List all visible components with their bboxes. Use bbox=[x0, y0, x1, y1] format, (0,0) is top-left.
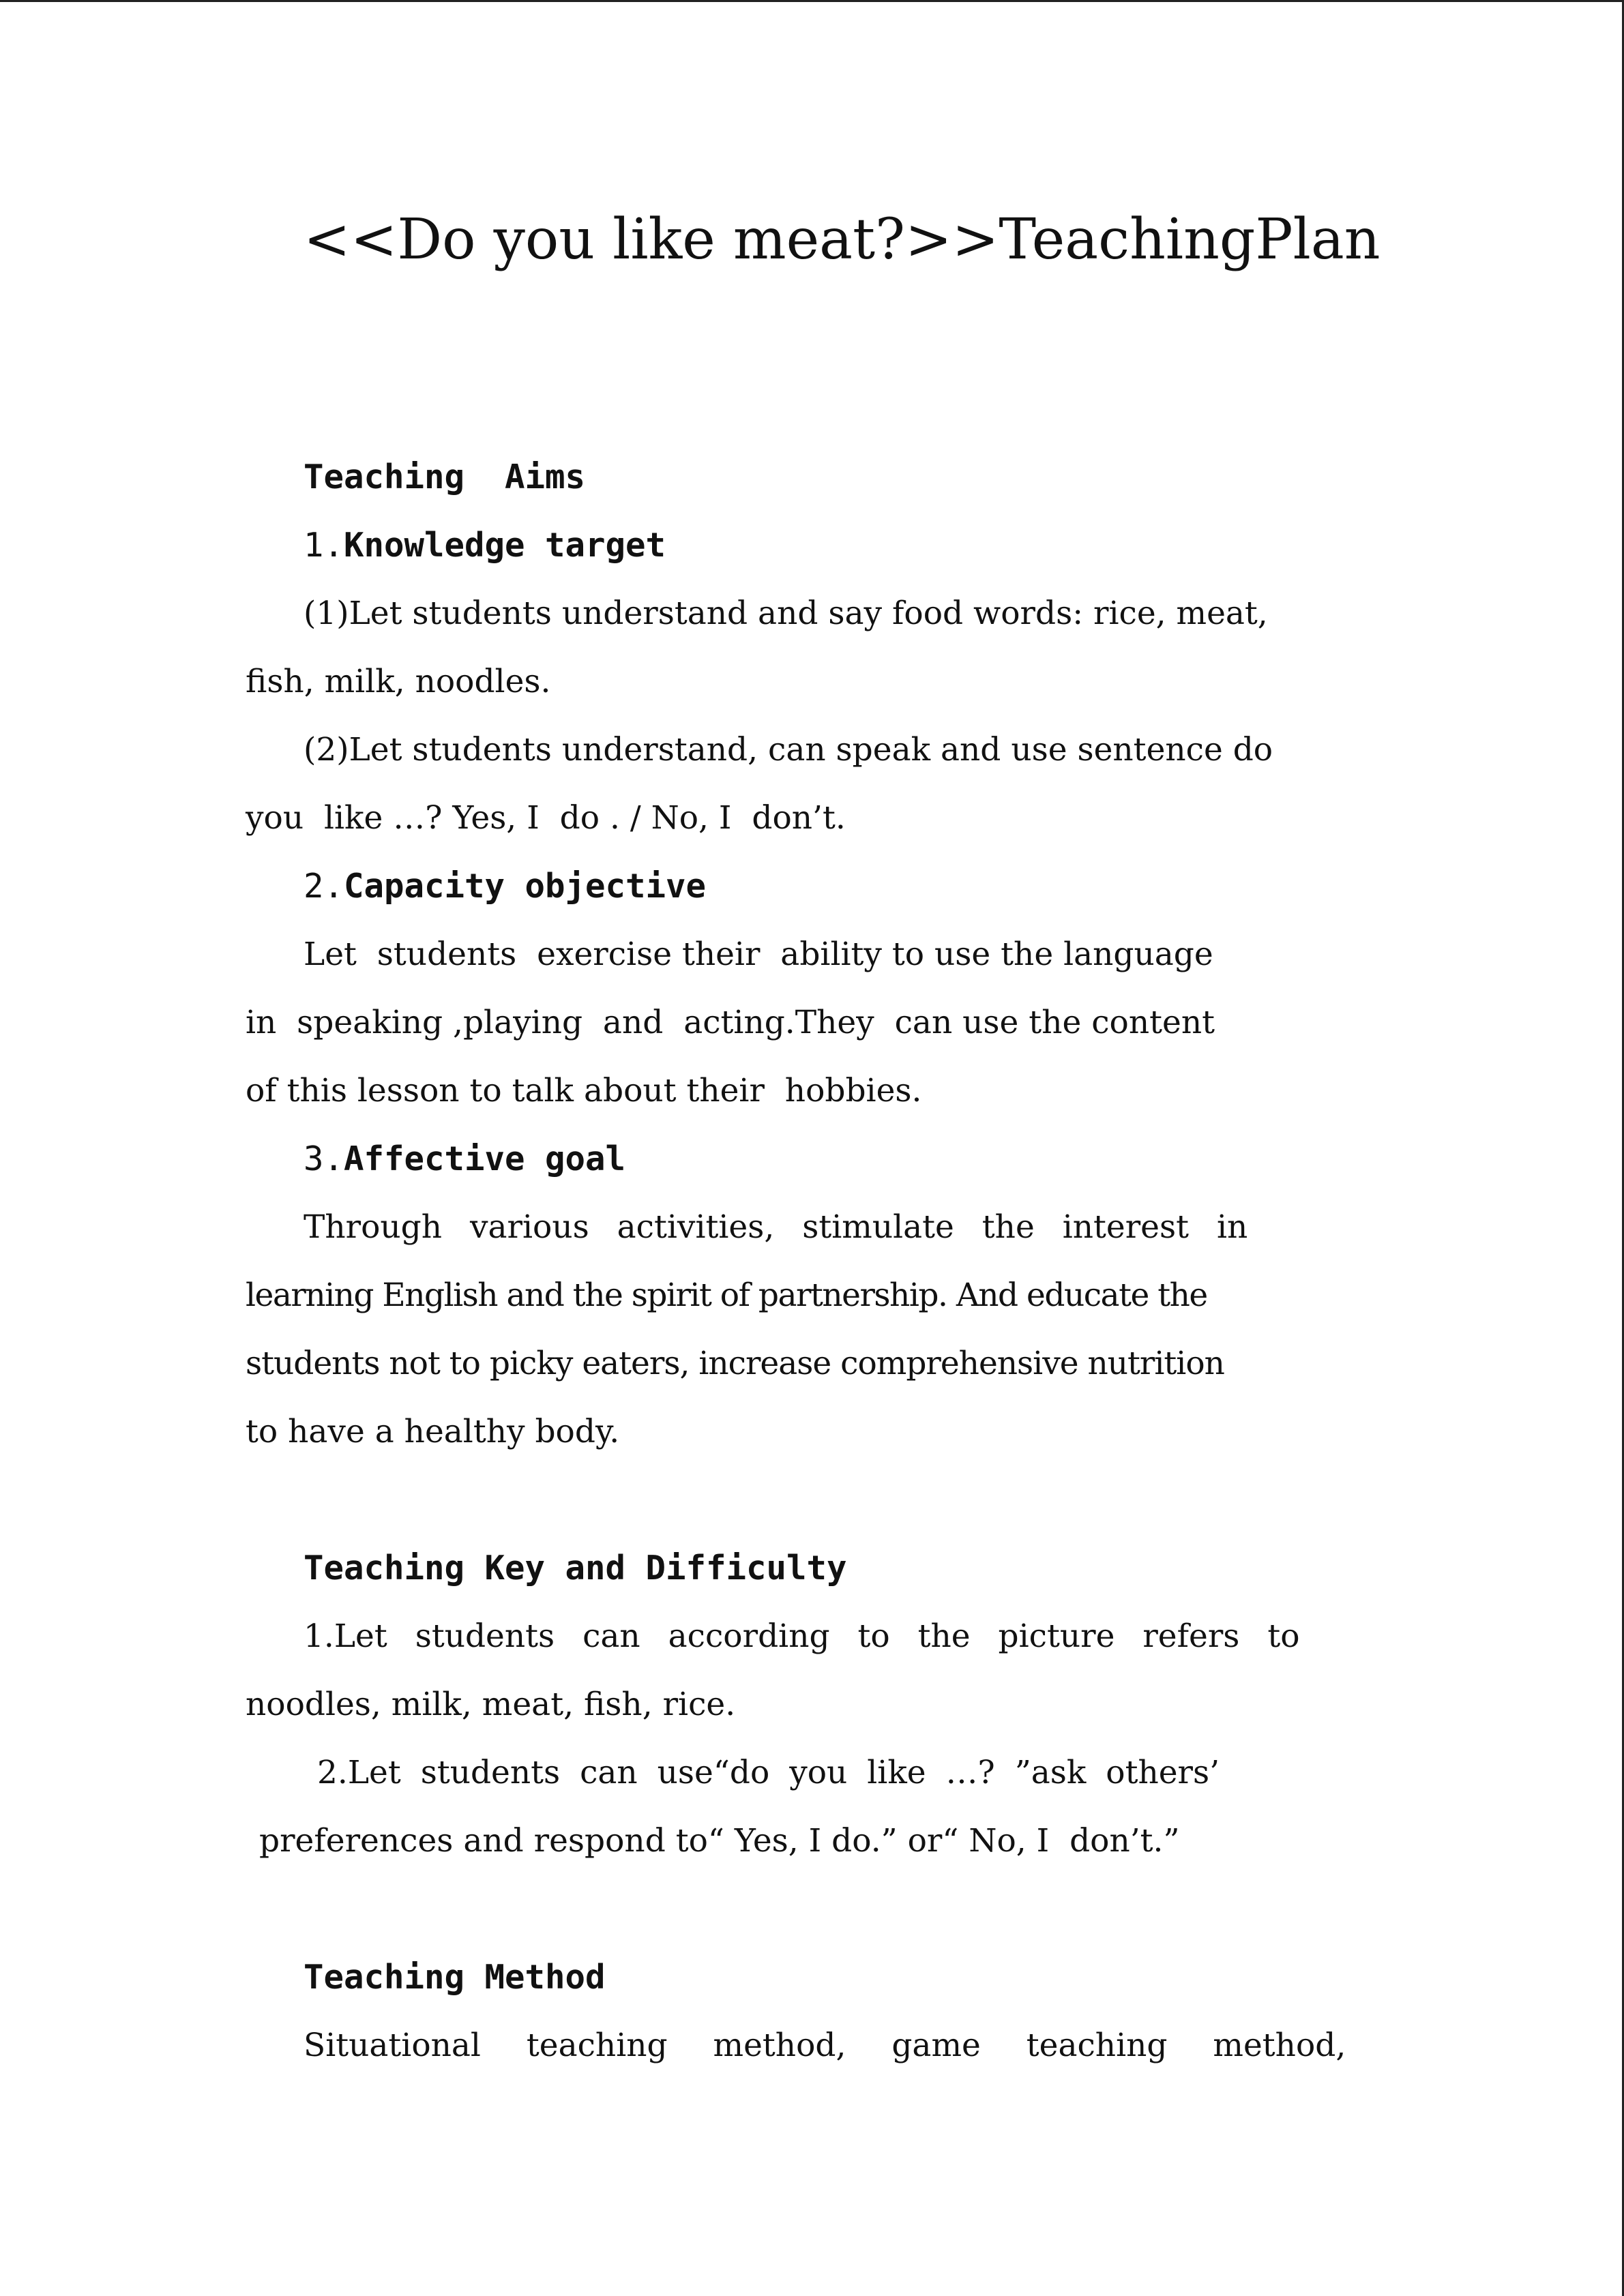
method-line1: Situational teaching method, game teaching method, bbox=[304, 2027, 1346, 2064]
title-lesson-name: <<Do you like meat?>> bbox=[304, 207, 999, 272]
capacity-objective-heading bbox=[304, 852, 706, 921]
affective-line2: learning English and the spirit of partnership. And educate the bbox=[246, 1277, 1207, 1314]
capacity-objective-label: Capacity objective bbox=[344, 867, 707, 906]
knowledge-p2-line1: (2)Let students understand, can speak and use sentence do bbox=[304, 731, 1273, 769]
capacity-objective-number: 2. bbox=[304, 867, 344, 906]
teaching-aims-heading: Teaching Aims bbox=[304, 458, 586, 496]
document-title bbox=[304, 199, 1379, 281]
affective-line4: to have a healthy body. bbox=[246, 1413, 620, 1450]
title-word-plan: Plan bbox=[1255, 207, 1381, 272]
teaching-key-heading: Teaching Key and Difficulty bbox=[304, 1549, 847, 1587]
key-p1-line1: 1.Let students can according to the picture refers to bbox=[304, 1617, 1300, 1655]
knowledge-p1-line1 bbox=[304, 580, 1379, 648]
knowledge-target-label: Knowledge target bbox=[344, 526, 666, 565]
key-p1-line2: noodles, milk, meat, fish, rice. bbox=[246, 1686, 736, 1723]
title-word-teaching: Teaching bbox=[999, 207, 1256, 272]
knowledge-p1-line2: fish, milk, noodles. bbox=[246, 663, 551, 700]
teaching-method-heading: Teaching Method bbox=[304, 1958, 606, 1997]
knowledge-p1-line1-text: (1)Let students understand and say food words: rice, meat, bbox=[304, 595, 1268, 632]
page-border-top bbox=[0, 0, 1624, 2]
affective-line1: Through various activities, stimulate the interest in bbox=[304, 1208, 1248, 1246]
affective-goal-heading bbox=[304, 1125, 625, 1193]
key-p2-line2: preferences and respond to“ Yes, I do.” or“ No, I don’t.” bbox=[259, 1822, 1180, 1860]
capacity-line3: of this lesson to talk about their hobbies. bbox=[246, 1072, 922, 1109]
affective-goal-number: 3. bbox=[304, 1139, 344, 1178]
affective-goal-label: Affective goal bbox=[344, 1139, 626, 1178]
knowledge-target-heading bbox=[304, 511, 666, 580]
capacity-line2: in speaking ,playing and acting.They can use the content bbox=[246, 1004, 1215, 1041]
knowledge-target-number: 1. bbox=[304, 526, 344, 565]
affective-line3: students not to picky eaters, increase comprehensive nutrition bbox=[246, 1345, 1224, 1382]
key-p2-line1: 2.Let students can use“do you like …? ”ask others’ bbox=[317, 1754, 1220, 1791]
capacity-line1: Let students exercise their ability to use the language bbox=[304, 936, 1213, 973]
knowledge-p2-line2: you like …? Yes, I do . / No, I don’t. bbox=[246, 799, 846, 837]
